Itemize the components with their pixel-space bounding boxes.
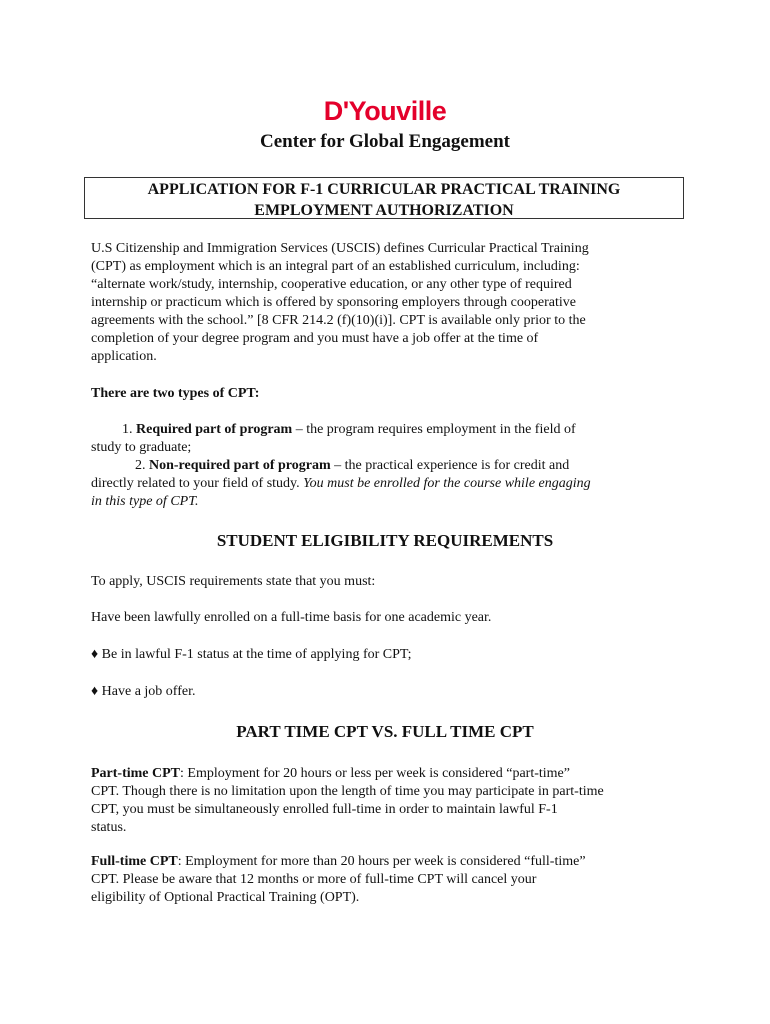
eligibility-heading: STUDENT ELIGIBILITY REQUIREMENTS: [216, 531, 554, 550]
parttime-fulltime-heading: PART TIME CPT VS. FULL TIME CPT: [236, 722, 534, 741]
cpt-type-2-number: 2.: [135, 458, 146, 473]
fulltime-label: Full-time CPT: [91, 854, 178, 869]
intro-line: internship or practicum which is offered by sponsoring employers through cooperative: [91, 295, 576, 310]
eligibility-intro: To apply, USCIS requirements state that you must:: [91, 574, 376, 589]
center-title: Center for Global Engagement: [260, 131, 510, 152]
application-title-box: [84, 177, 684, 219]
parttime-line3: CPT, you must be simultaneously enrolled full-time in order to maintain lawful F-1: [91, 802, 558, 817]
intro-paragraph: [91, 240, 651, 366]
eligibility-requirement-3: [91, 683, 651, 701]
fulltime-paragraph: [91, 853, 651, 907]
cpt-types-list: [91, 421, 651, 511]
dyouville-logo: D'Youville: [323, 96, 447, 126]
cpt-type-1: [91, 421, 651, 439]
cpt-type-2-line2: [91, 475, 651, 493]
parttime-line2: CPT. Though there is no limitation upon the length of time you may participate in part-time: [91, 784, 604, 799]
parttime-line1: [91, 765, 651, 783]
cpt-type-1-text: – the program requires employment in the field of: [292, 422, 576, 437]
eligibility-requirement-1: Have been lawfully enrolled on a full-time basis for one academic year.: [91, 610, 492, 625]
intro-line: “alternate work/study, internship, cooperative education, or any other type of required: [91, 277, 572, 292]
cpt-type-2-italic: You must be enrolled for the course while engaging: [303, 476, 591, 491]
eligibility-requirement-2-text: Be in lawful F-1 status at the time of applying for CPT;: [98, 647, 412, 662]
diamond-bullet-icon: ♦: [91, 684, 99, 699]
intro-line: U.S Citizenship and Immigration Services (USCIS) defines Curricular Practical Training: [91, 241, 589, 256]
application-title-line1: APPLICATION FOR F-1 CURRICULAR PRACTICAL TRAINING: [147, 181, 621, 198]
parttime-line4: status.: [91, 820, 127, 835]
cpt-type-2: [91, 457, 651, 475]
fulltime-line1-text: : Employment for more than 20 hours per week is considered “full-time”: [177, 854, 586, 869]
eligibility-requirement-3-text: Have a job offer.: [98, 684, 196, 699]
parttime-line1-text: : Employment for 20 hours or less per week is considered “part-time”: [180, 766, 570, 781]
fulltime-line2: CPT. Please be aware that 12 months or more of full-time CPT will cancel your: [91, 872, 537, 887]
cpt-type-1-line2: study to graduate;: [91, 440, 192, 455]
parttime-paragraph: [91, 765, 651, 837]
intro-line: completion of your degree program and you must have a job offer at the time of: [91, 331, 539, 346]
cpt-type-1-label: Required part of program: [136, 422, 293, 437]
cpt-type-2-line2-text: directly related to your field of study.: [91, 476, 304, 491]
eligibility-requirement-2: [91, 646, 651, 664]
cpt-type-2-label: Non-required part of program: [149, 458, 331, 473]
fulltime-line3: eligibility of Optional Practical Training (OPT).: [91, 890, 360, 905]
intro-line: application.: [91, 349, 157, 364]
cpt-type-1-number: 1.: [122, 422, 133, 437]
application-title-line2: EMPLOYMENT AUTHORIZATION: [254, 202, 514, 219]
cpt-types-heading: There are two types of CPT:: [91, 386, 260, 401]
cpt-type-2-text: – the practical experience is for credit and: [330, 458, 570, 473]
intro-line: (CPT) as employment which is an integral part of an established curriculum, including:: [91, 259, 580, 274]
fulltime-line1: [91, 853, 651, 871]
cpt-type-2-line3: in this type of CPT.: [91, 494, 199, 509]
diamond-bullet-icon: ♦: [91, 647, 99, 662]
intro-line: agreements with the school.” [8 CFR 214.2 (f)(10)(i)]. CPT is available only prior to the: [91, 313, 586, 328]
parttime-label: Part-time CPT: [91, 766, 181, 781]
